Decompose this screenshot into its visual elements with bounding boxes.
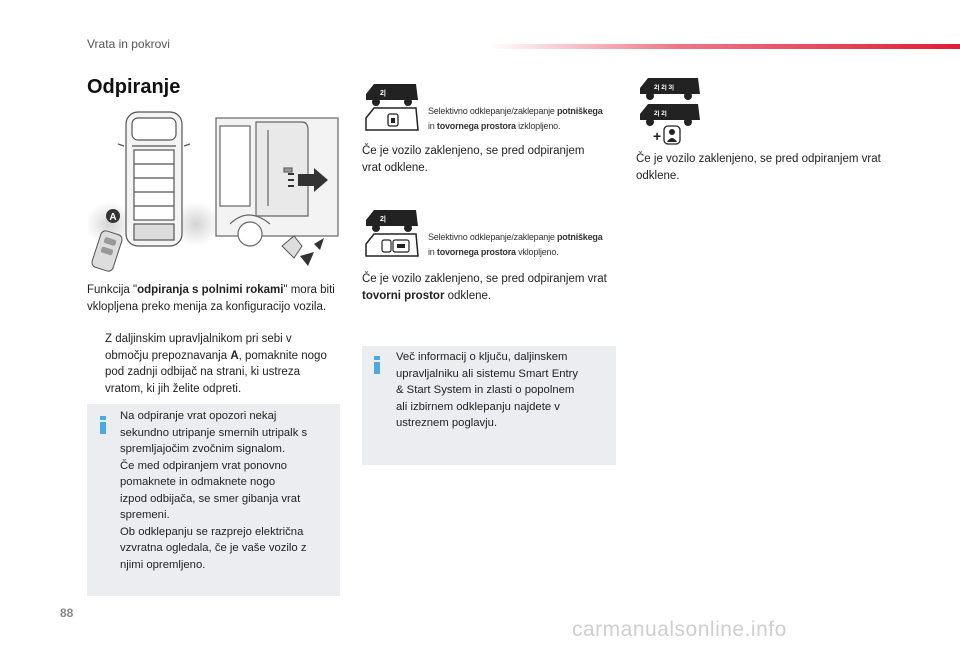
van-pictogram-selective-on (362, 206, 422, 262)
bullet-text-bold: A (230, 349, 239, 362)
note-left-line: sekundno utripanje smernih utripalk s (120, 426, 308, 439)
page-number: 88 (60, 606, 74, 620)
svg-text:2|: 2| (380, 216, 386, 223)
mid-paragraph-1: Če je vozilo zaklenjeno, se pred odpiranjem vrat odklene. (362, 145, 585, 174)
running-header: Vrata in pokrovi (87, 37, 170, 51)
van-top-view (118, 112, 190, 246)
caption-text: izklopljeno. (515, 121, 561, 131)
caption-bold: tovornega prostora (436, 121, 516, 131)
note-left-line: vzvratna ogledala, če je vaše vozilo z (120, 542, 307, 554)
bullet-text (105, 331, 337, 397)
caption-text: in (428, 247, 437, 257)
note-left-line: Ob odklepanju se razprejo električna (120, 525, 304, 538)
caption-text: vklopljeno. (515, 247, 559, 257)
left-intro-paragraph (87, 282, 342, 315)
note-mid-line: & Start System in zlasti o popolnem (396, 384, 575, 396)
note-mid-line: ali izbirnem odklepanju najdete v (396, 400, 560, 413)
intro-text-bold: odpiranja s polnimi rokami (137, 284, 284, 296)
intro-text-suffix: " mora biti vklopljena preko menija za konfiguracijo vozila. (87, 284, 335, 313)
right-paragraph: Če je vozilo zaklenjeno, se pred odpiranjem vrat odklene. (636, 153, 881, 182)
caption-text: in (428, 121, 437, 131)
bullet-symbol (87, 331, 105, 397)
bullet-text-prefix: Z daljinskim upravljalnikom pri sebi v območju prepoznavanja (105, 333, 292, 362)
header-accent-bar (490, 44, 960, 49)
watermark: carmanualsonline.info (572, 618, 787, 641)
note-left-line: pomaknete in odmaknete nogo (120, 476, 276, 488)
para-text: odklene. (444, 289, 492, 302)
note-mid-line: upravljalniku ali sistemu Smart Entry (396, 367, 579, 380)
left-bullet-item (87, 331, 337, 397)
note-left-line: spremljajočim zvočnim signalom. (120, 443, 286, 455)
caption-text: Selektivno odklepanje/zaklepanje (428, 106, 557, 116)
note-box-mid (362, 346, 616, 465)
svg-text:2| 2| 3|: 2| 2| 3| (654, 84, 674, 91)
info-icon (100, 416, 106, 434)
note-mid-text (396, 349, 611, 432)
note-box-left (87, 404, 340, 596)
foot-gesture-icon (282, 236, 324, 266)
hands-free-opening-illustration (88, 106, 340, 276)
caption-bold: potniškega (557, 106, 603, 116)
note-left-line: izpod odbijača, se smer gibanja vrat (120, 492, 301, 505)
note-mid-line: Več informacij o ključu, daljinskem (396, 351, 568, 363)
van-pictogram-crew-cab (636, 74, 706, 148)
svg-text:2|: 2| (380, 90, 386, 97)
caption-bold: potniškega (557, 232, 603, 242)
para-bold: tovorni prostor (362, 289, 445, 302)
bullet-text-suffix: , pomaknite nogo pod zadnji odbijač na strani, ki ustreza vratom, ki jih želite odpreti. (105, 349, 327, 395)
note-left-line: Na odpiranje vrat opozori nekaj (120, 410, 277, 422)
svg-text:2| 2|: 2| 2| (654, 110, 667, 117)
caption-text: Selektivno odklepanje/zaklepanje (428, 232, 557, 242)
plus-symbol: + (653, 128, 662, 144)
mid-paragraph-2 (362, 271, 607, 304)
van-pictogram-selective-off (362, 80, 422, 136)
section-title: Odpiranje (87, 76, 181, 98)
caption-selective-on (428, 230, 618, 260)
para-text: Če je vozilo zaklenjeno, se pred odpiranjem vrat (362, 273, 607, 285)
caption-bold: tovornega prostora (436, 247, 516, 257)
note-left-line: njimi opremljeno. (120, 558, 206, 571)
note-mid-line: ustreznem poglavju. (396, 417, 498, 429)
intro-text-prefix: Funkcija " (87, 284, 138, 296)
note-left-text (120, 408, 335, 573)
info-icon (374, 356, 380, 374)
caption-selective-off (428, 104, 618, 134)
callout-a-label: A (109, 212, 117, 223)
note-left-line: spremeni. (120, 509, 170, 521)
note-left-line: Če med odpiranjem vrat ponovno (120, 459, 288, 472)
